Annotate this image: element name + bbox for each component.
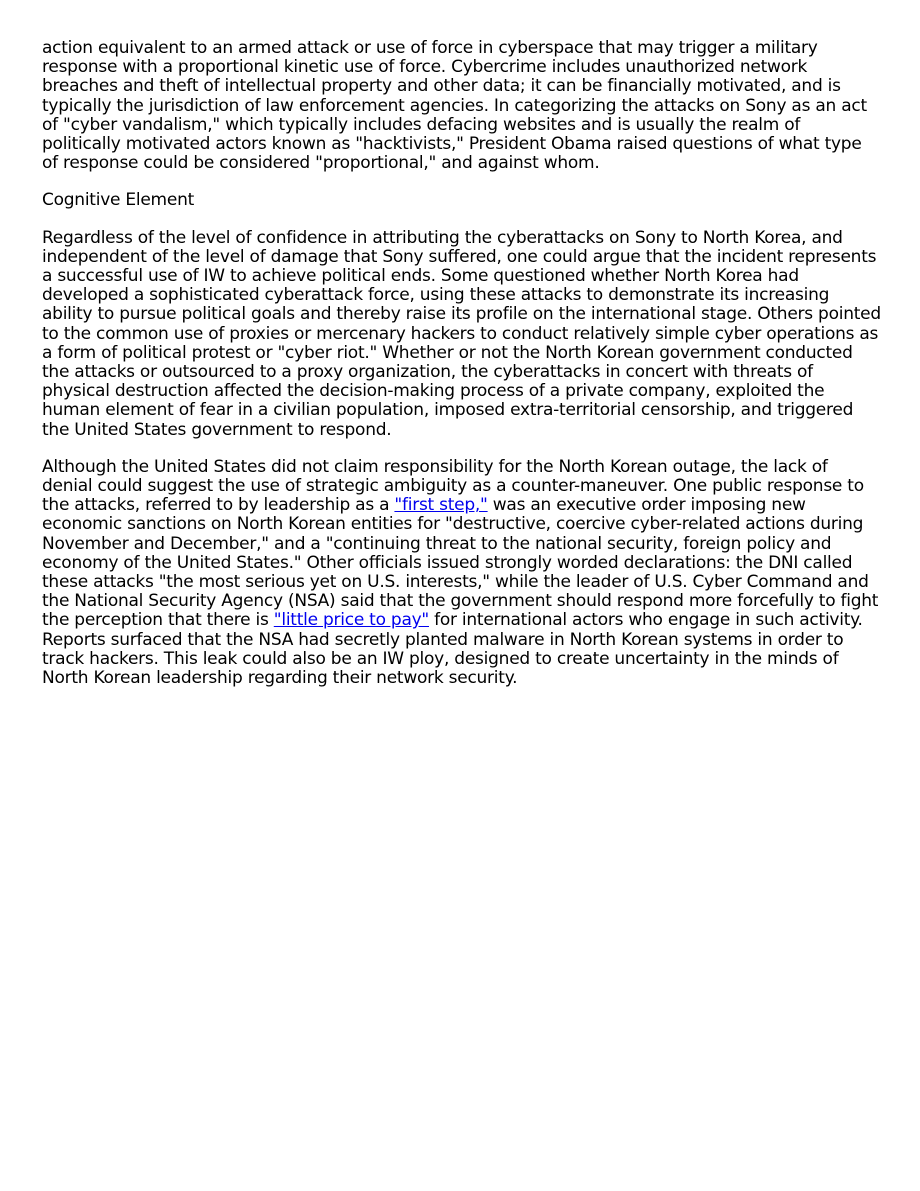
paragraph-3-text-3: for international actors who engage in such activity. Reports surfaced that the NSA had secretly planted malware in North Korean systems in order to track hackers. This leak could also be an IW ploy, designed to create uncertainty in the minds of North Korean leadership regarding their network security. [42, 610, 863, 689]
little-price-to-pay-link[interactable]: "little price to pay" [273, 610, 429, 631]
first-step-link[interactable]: "first step," [394, 495, 488, 516]
paragraph-1: action equivalent to an armed attack or use of force in cyberspace that may trigger a military response with a proportional kinetic use of force. Cybercrime includes unauthorized network breaches and theft of intellectual property and other data; it can be financially motivated, and is typically the jurisdiction of law enforcement agencies. In categorizing the attacks on Sony as an act of "cyber vandalism," which typically includes defacing websites and is usually the realm of politically motivated actors known as "hacktivists," President Obama raised questions of what type of response could be considered "proportional," and against whom. [42, 38, 867, 174]
paragraph-2: Regardless of the level of confidence in attributing the cyberattacks on Sony to North Korea, and independent of the level of damage that Sony suffered, one could argue that the incident represents a successful use of IW to achieve political ends. Some questioned whether North Korea had developed a sophisticated cyberattack force, using these attacks to demonstrate its increasing ability to pursue political goals and thereby raise its profile on the international stage. Others pointed to the common use of proxies or mercenary hackers to conduct relatively simple cyber operations as a form of political protest or "cyber riot." Whether or not the North Korean government conducted the attacks or outsourced to a proxy organization, the cyberattacks in concert with threats of physical destruction affected the decision-making process of a private company, exploited the human element of fear in a civilian population, imposed extra-territorial censorship, and triggered the United States government to respond. [42, 227, 881, 440]
section-heading: Cognitive Element [42, 190, 195, 211]
paragraph-3 [42, 458, 882, 688]
paragraph-3-text-2: was an executive order imposing new economic sanctions on North Korean entities for "destructive, coercive cyber-related actions during November and December," and a "continuing threat to the national security, foreign policy and economy of the United States." Other officials issued strongly worded declarations: the DNI called these attacks "the most serious yet on U.S. interests," while the leader of U.S. Cyber Command and the National Security Agency (NSA) said that the government should respond more forcefully to fight the perception that there is [42, 495, 879, 631]
paragraph-3-text-1: Although the United States did not claim responsibility for the North Korean outage, the lack of denial could suggest the use of strategic ambiguity as a counter-maneuver. One public response to the attacks, referred to by leadership as a [42, 456, 864, 516]
document-body [42, 39, 882, 706]
